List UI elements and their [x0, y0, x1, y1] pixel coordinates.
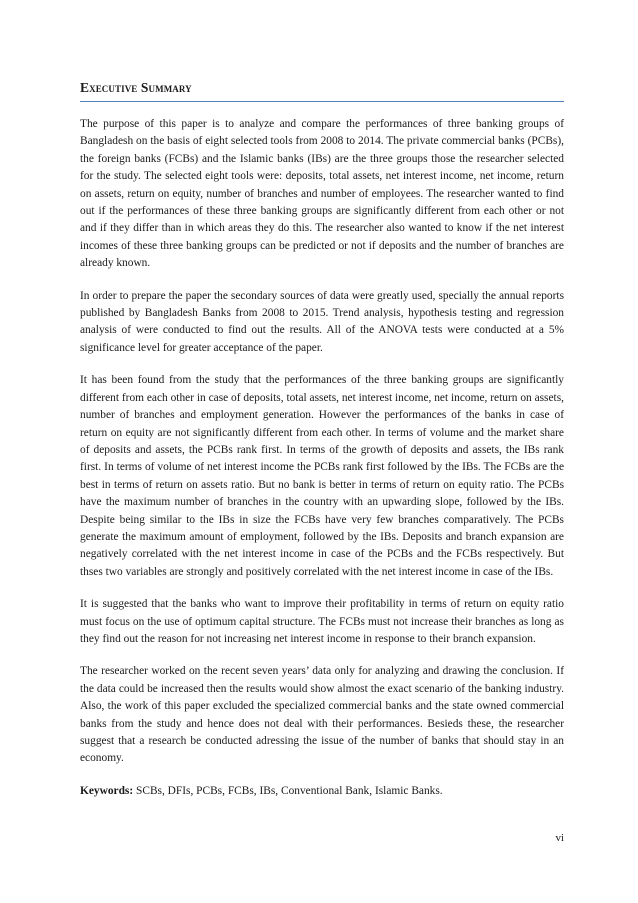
section-heading: Executive Summary	[80, 80, 192, 95]
summary-body	[80, 116, 564, 800]
paragraph-limitations: The researcher worked on the recent seven years’ data only for analyzing and drawing the conclusion. If the data could be increased then the results would show almost the exact scenario of the banking industry. Also, the work of this paper excluded the specialized commercial banks and the state owned commercial banks from the study and hence does not deal with their performances. Besieds these, the researcher suggest that a research be conducted adressing the issue of the number of banks that should stay in an economy.	[80, 665, 564, 765]
keywords-label: Keywords:	[80, 784, 134, 797]
paragraph-findings: It has been found from the study that the performances of the three banking groups are significantly different from each other in case of deposits, total assets, net interest income, net income, return on assets, number of branches and employment generation. However the performances of the banks in case of return on equity are not significantly different from each other. In terms of volume and the market share of deposits and assets, the PCBs rank first. In terms of the growth of deposits and assets, the IBs rank first. In terms of volume of net interest income the PCBs rank first followed by the IBs. The FCBs are the best in terms of return on assets ratio. But no bank is better in terms of return on equity ratio. The PCBs have the maximum number of branches in the country with an upwarding slope, followed by the IBs. Despite being similar to the IBs in size the FCBs have very few branches comparatively. The PCBs generate the maximum amount of employment, followed by the IBs. Deposits and branch expansion are negatively correlated with the net interest income in case of the PCBs and the FCBs respectively. But thses two variables are strongly and positively correlated with the net interest income in case of the IBs.	[80, 374, 564, 578]
paragraph-purpose: The purpose of this paper is to analyze and compare the performances of three banking groups of Bangladesh on the basis of eight selected tools from 2008 to 2014. The private commercial banks (PCBs), the foreign banks (FCBs) and the Islamic banks (IBs) are the three groups those the researcher selected for the study. The selected eight tools were: deposits, total assets, net interest income, net income, return on assets, return on equity, number of branches and number of employees. The researcher wanted to find out if the performances of these three banking groups are significantly different from each other or not and if they differ than in which areas they do this. The researcher also wanted to know if the net interest incomes of these three banking groups can be predicted or not if deposits and the number of branches are already known.	[80, 118, 564, 270]
heading-rule	[80, 101, 564, 102]
keywords-line	[80, 783, 564, 800]
page-number: vi	[555, 832, 564, 844]
paragraph-methodology: In order to prepare the paper the secondary sources of data were greatly used, specially the annual reports published by Bangladesh Banks from 2008 to 2015. Trend analysis, hypothesis testing and regression analysis of were conducted to find out the results. All of the ANOVA tests were conducted at a 5% significance level for greater acceptance of the paper.	[80, 289, 564, 354]
paragraph-suggestions: It is suggested that the banks who want to improve their profitability in terms of return on equity ratio must focus on the use of optimum capital structure. The FCBs must not increase their branches as long as they find out the reason for not increasing net interest income in response to their branch expansion.	[80, 598, 564, 645]
document-page	[80, 0, 564, 903]
keywords-list: SCBs, DFIs, PCBs, FCBs, IBs, Conventional Bank, Islamic Banks.	[136, 784, 443, 797]
